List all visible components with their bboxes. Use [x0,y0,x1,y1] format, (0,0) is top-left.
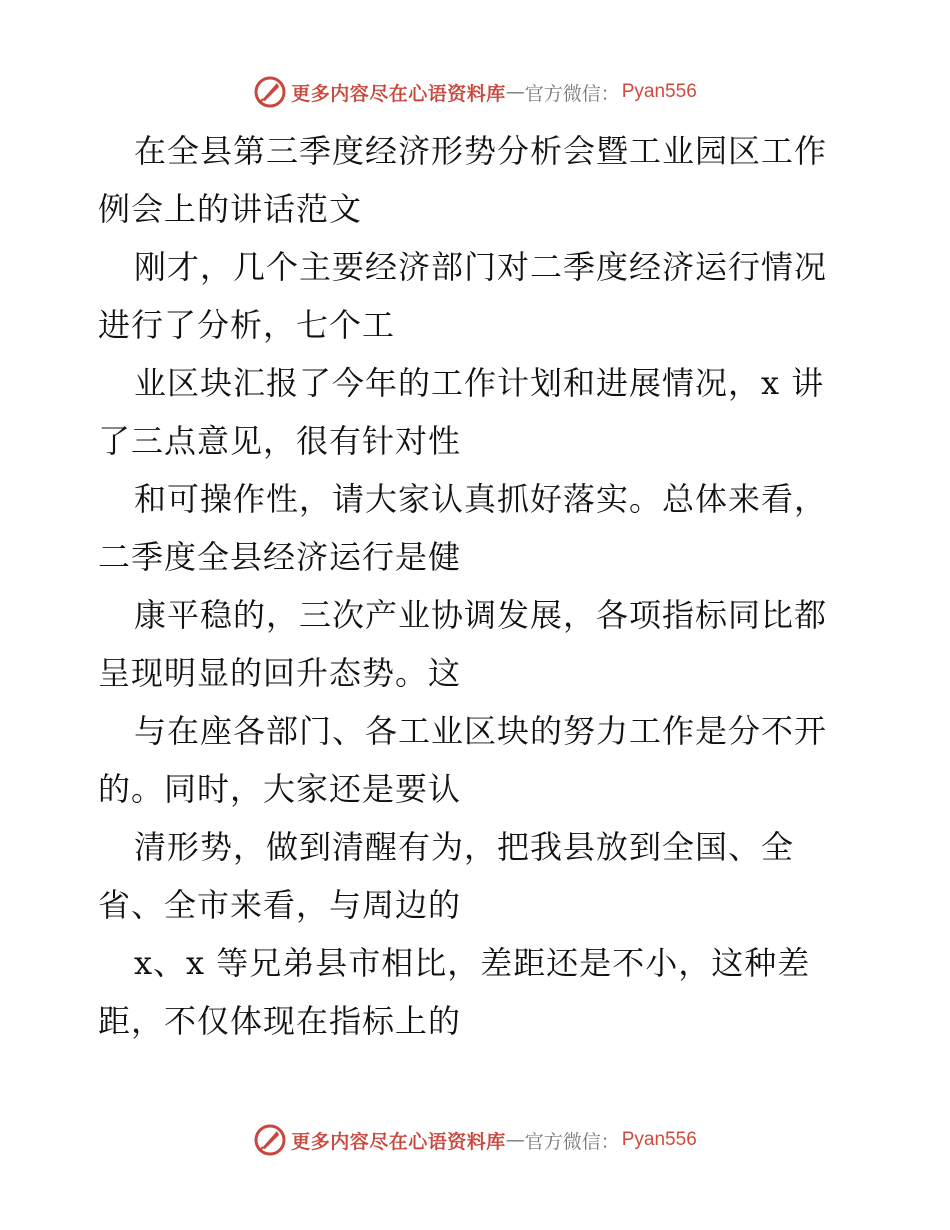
title-line-2: 例会上的讲话范文 [98,190,363,228]
paragraph-line: 呈现明显的回升态势。这 [98,654,462,692]
document-body [98,122,858,1050]
paragraph-line: 距，不仅体现在指标上的 [98,1002,462,1040]
paragraph-line: x、x 等兄弟县市相比，差距还是不小，这种差 [134,944,811,982]
title-line-1: 在全县第三季度经济形势分析会暨工业园区工作 [134,132,828,170]
banner-dash: — [505,81,525,103]
paragraph-line: 清形势，做到清醒有为，把我县放到全国、全 [134,828,795,866]
banner-wechat-label: 官方微信： [524,82,620,105]
footer-banner [0,1120,950,1160]
banner-wechat-id: Pyan556 [621,1129,697,1150]
banner-wechat-label: 官方微信： [524,1130,620,1153]
paragraph-line: 康平稳的，三次产业协调发展，各项指标同比都 [134,596,828,634]
paragraph-line: 的。同时，大家还是要认 [98,770,462,808]
paragraph-line: 二季度全县经济运行是健 [98,538,462,576]
paragraph-line: 刚才，几个主要经济部门对二季度经济运行情况 [134,248,828,286]
quill-logo-icon [253,75,287,109]
banner-ad-text: 更多内容尽在心语资料库 [291,82,506,105]
paragraph-line: 了三点意见，很有针对性 [98,422,462,460]
banner-dash: — [505,1129,525,1151]
paragraph-line: 与在座各部门、各工业区块的努力工作是分不开 [134,712,828,750]
banner-wechat-id: Pyan556 [621,81,697,102]
paragraph-line: 和可操作性，请大家认真抓好落实。总体来看， [134,480,828,518]
quill-logo-icon [253,1123,287,1157]
paragraph-line: 省、全市来看，与周边的 [98,886,462,924]
paragraph-line: 业区块汇报了今年的工作计划和进展情况，x 讲 [134,364,825,402]
paragraph-line: 进行了分析，七个工 [98,306,396,344]
header-banner [0,72,950,112]
banner-ad-text: 更多内容尽在心语资料库 [291,1130,506,1153]
